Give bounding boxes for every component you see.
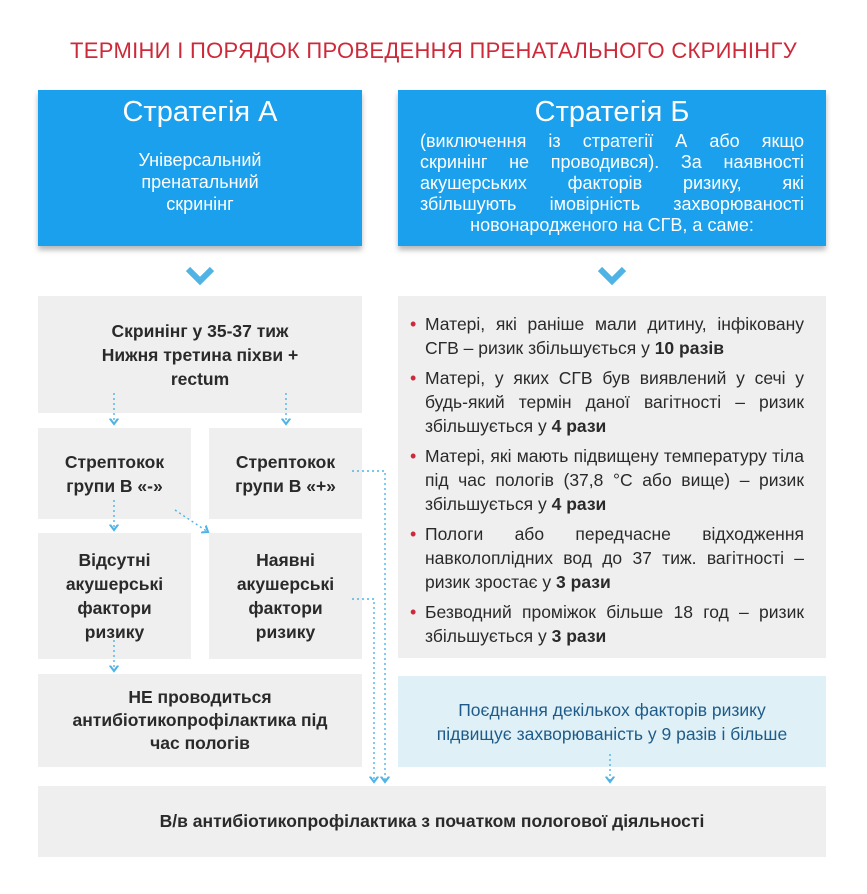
strategy-a-subtitle-line: пренатальний bbox=[141, 172, 259, 192]
risk-factor-emphasis: 4 рази bbox=[551, 494, 607, 514]
bullet-icon: • bbox=[410, 314, 417, 334]
bullet-icon: • bbox=[410, 524, 417, 544]
risk-factors-list bbox=[410, 312, 804, 648]
strep-positive-box bbox=[209, 428, 362, 519]
risk-factor-emphasis: 4 рази bbox=[551, 416, 607, 436]
risk-factor-item bbox=[410, 600, 804, 648]
strep-negative-line: Стрептокок bbox=[64, 451, 165, 472]
page-title: ТЕРМІНИ І ПОРЯДОК ПРОВЕДЕННЯ ПРЕНАТАЛЬНОГО СКРИНІНГУ bbox=[70, 38, 797, 63]
absent-factors-line: ризику bbox=[84, 622, 145, 642]
combination-note-line: підвищує захворюваність у 9 разів і більше bbox=[436, 723, 788, 744]
risk-factor-item bbox=[410, 312, 804, 360]
present-factors-line: Наявні bbox=[256, 550, 315, 570]
no-prophylaxis-line: час пологів bbox=[150, 733, 250, 753]
absent-factors-box bbox=[38, 533, 191, 659]
risk-factor-text: Пологи або передчасне відходження навколоплідних вод до 37 тиж. вагітності – ризик зростає у bbox=[425, 524, 804, 592]
present-factors-box bbox=[209, 533, 362, 659]
strategy-b-description-line: (виключення із стратегії А або якщо bbox=[420, 131, 804, 151]
strep-positive-line: групи В «+» bbox=[235, 475, 336, 496]
screening-line: Нижня третина піхви + bbox=[101, 344, 299, 365]
strategy-a-subtitle-line: Універсальний bbox=[138, 150, 262, 170]
strategy-a-box bbox=[38, 90, 362, 246]
risk-factor-text: Матері, які мають підвищену температуру тіла під час пологів (37,8 °С або вище) – ризик збільшується у bbox=[425, 446, 804, 514]
strep-positive-line: Стрептокок bbox=[235, 451, 336, 472]
strategy-a-subtitle-line: скринінг bbox=[166, 194, 234, 214]
present-factors-line: ризику bbox=[255, 622, 316, 642]
risk-factor-item bbox=[410, 366, 804, 438]
no-prophylaxis-line: НЕ проводиться bbox=[128, 687, 272, 707]
bullet-icon: • bbox=[410, 446, 417, 466]
chevron-down-icon bbox=[597, 262, 627, 292]
strategy-a-subtitle bbox=[139, 149, 262, 215]
present-factors-line: фактори bbox=[248, 598, 323, 618]
risk-factor-text: Матері, у яких СГВ був виявлений у сечі у будь-який термін даної вагітності – ризик збільшується у bbox=[425, 368, 804, 436]
bullet-icon: • bbox=[410, 368, 417, 388]
screening-line: Скринінг у 35-37 тиж bbox=[111, 320, 289, 341]
screening-line: rectum bbox=[170, 368, 230, 389]
chevron-down-icon bbox=[185, 262, 215, 292]
strep-negative-box bbox=[38, 428, 191, 519]
risk-factor-emphasis: 10 разів bbox=[654, 338, 724, 358]
risk-factor-item bbox=[410, 444, 804, 516]
risk-factor-emphasis: 3 рази bbox=[556, 572, 611, 592]
strategy-b-description-line: акушерських факторів ризику, які bbox=[420, 173, 804, 193]
risk-factors-box bbox=[398, 296, 826, 658]
combination-note-box bbox=[398, 676, 826, 767]
risk-factor-text: Матері, які раніше мали дитину, інфіковану СГВ – ризик збільшується у bbox=[425, 314, 804, 358]
strategy-b-description-line: збільшують імовірність захворюваності bbox=[420, 194, 804, 214]
strep-negative-line: групи В «-» bbox=[66, 475, 163, 496]
strategy-a-heading: Стратегія А bbox=[122, 96, 278, 128]
absent-factors-line: акушерські bbox=[65, 574, 164, 594]
strategy-b-description-line: новонародженого на СГВ, а саме: bbox=[470, 215, 754, 235]
no-prophylaxis-line: антибіотикопрофілактика під bbox=[72, 710, 328, 730]
risk-factor-emphasis: 3 рази bbox=[551, 626, 607, 646]
strategy-b-heading: Стратегія Б bbox=[534, 96, 690, 128]
risk-factor-item bbox=[410, 522, 804, 594]
present-factors-line: акушерські bbox=[236, 574, 335, 594]
absent-factors-line: фактори bbox=[77, 598, 152, 618]
final-action-text: В/в антибіотикопрофілактика з початком пологової діяльності bbox=[159, 811, 705, 831]
risk-factor-text: Безводний проміжок більше 18 год – ризик збільшується у bbox=[425, 602, 804, 646]
final-action-box bbox=[38, 786, 826, 857]
screening-box bbox=[38, 296, 362, 413]
strategy-b-description bbox=[420, 131, 804, 236]
strategy-b-box bbox=[398, 90, 826, 246]
absent-factors-line: Відсутні bbox=[78, 550, 151, 570]
bullet-icon: • bbox=[410, 602, 417, 622]
strategy-b-description-line: скринінг не проводився). За наявності bbox=[420, 152, 804, 172]
combination-note-line: Поєднання декількох факторів ризику bbox=[458, 699, 766, 720]
no-prophylaxis-box bbox=[38, 674, 362, 767]
